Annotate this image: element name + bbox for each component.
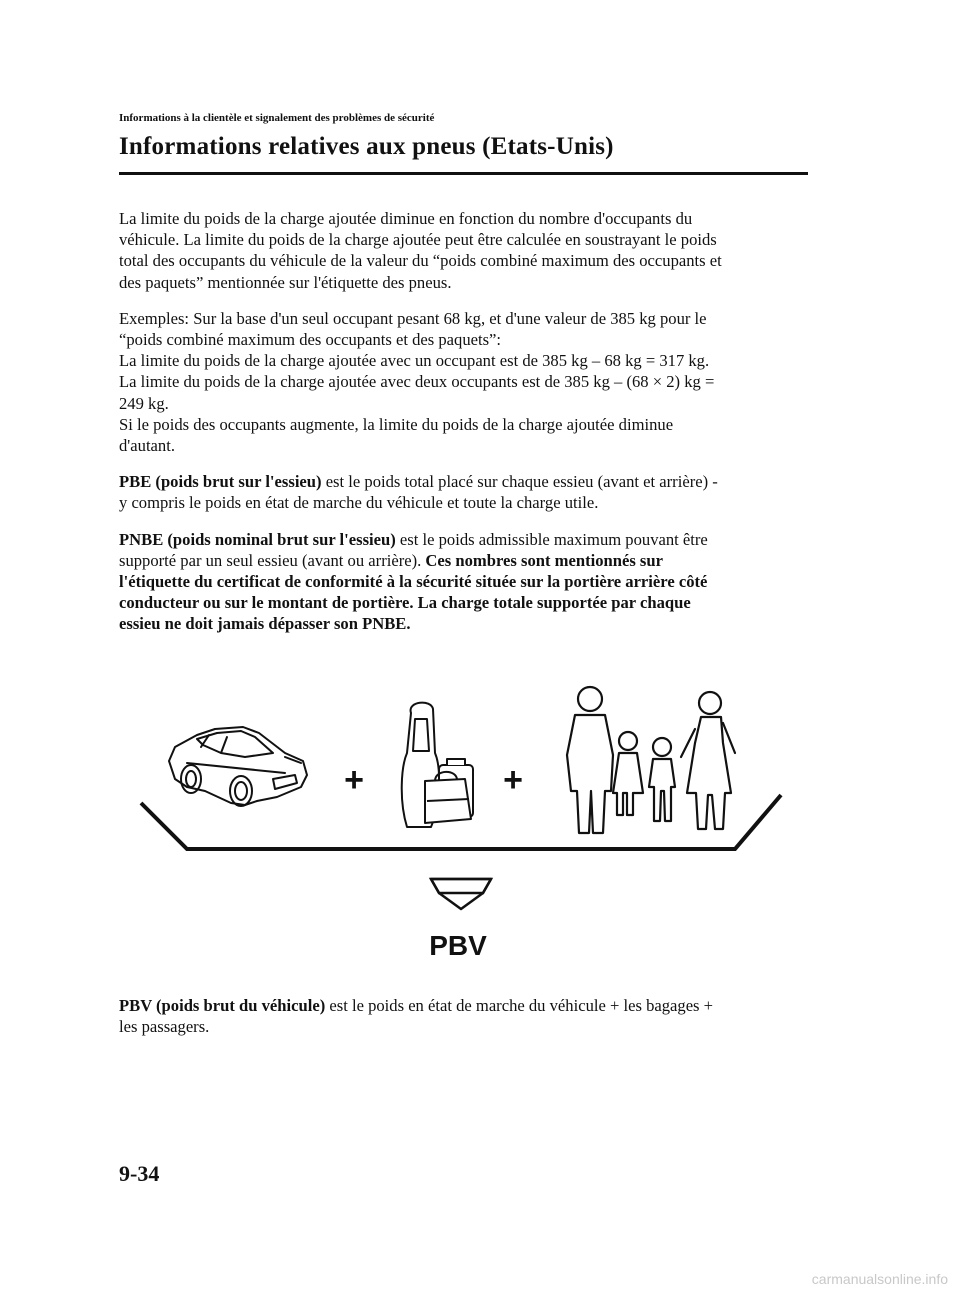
text-line xyxy=(119,571,809,592)
text-line: d'autant. xyxy=(119,436,175,456)
text-line: Exemples: Sur la base d'un seul occupant pesant 68 kg, et d'une valeur de 385 kg pour le xyxy=(119,308,707,328)
text-line xyxy=(119,529,809,550)
term-pnbe: PNBE (poids nominal brut sur l'essieu) xyxy=(119,529,396,549)
text-line xyxy=(119,592,809,613)
bold-fragment: essieu ne doit jamais dépasser son PNBE. xyxy=(119,614,411,634)
text-line: Si le poids des occupants augmente, la limite du poids de la charge ajoutée diminue xyxy=(119,414,674,434)
bold-fragment: conducteur ou sur le montant de portière. La charge totale supportée par chaque xyxy=(119,593,691,613)
plus-sign: + xyxy=(344,761,364,799)
text-line: 249 kg. xyxy=(119,393,169,413)
page-title: Informations relatives aux pneus (Etats-Unis) xyxy=(119,133,614,160)
paragraph-pbe xyxy=(119,471,809,513)
text-line: des paquets” mentionnée sur l'étiquette des pneus. xyxy=(119,272,452,292)
section-label: Informations à la clientèle et signalement des problèmes de sécurité xyxy=(119,112,435,124)
title-rule xyxy=(119,172,808,175)
text-line: véhicule. La limite du poids de la charge ajoutée peut être calculée en soustrayant le poids xyxy=(119,230,717,250)
paragraph-load-limit xyxy=(119,208,809,293)
gross-weight-illustration xyxy=(135,683,785,963)
term-pbv: PBV (poids brut du véhicule) xyxy=(119,996,326,1015)
caption-pbv xyxy=(119,995,809,1037)
text-fragment: est le poids en état de marche du véhicule + les bagages + xyxy=(325,996,714,1015)
car-icon xyxy=(169,727,307,806)
page-number: 9-34 xyxy=(119,1161,160,1186)
term-pbe: PBE (poids brut sur l'essieu) xyxy=(119,472,322,492)
text-line: La limite du poids de la charge ajoutée avec deux occupants est de 385 kg – (68 × 2) kg = xyxy=(119,372,715,392)
paragraph-pnbe xyxy=(119,529,809,635)
body-text xyxy=(119,208,809,650)
text-line: total des occupants du véhicule de la valeur du “poids combiné maximum des occupants et xyxy=(119,251,722,271)
text-line xyxy=(119,613,809,634)
bold-fragment: Ces nombres sont mentionnés sur xyxy=(425,550,663,570)
text-line xyxy=(119,550,809,571)
luggage-icon xyxy=(402,703,473,827)
bold-fragment: l'étiquette du certificat de conformité à la sécurité située sur la portière arrière côté xyxy=(119,572,708,592)
family-icon xyxy=(567,687,735,833)
paragraph-examples xyxy=(119,308,809,456)
text-fragment: supporté par un seul essieu (avant ou arrière). xyxy=(119,550,426,570)
text-fragment: est le poids admissible maximum pouvant être xyxy=(395,529,708,549)
text-line: les passagers. xyxy=(119,1017,210,1037)
text-line: y compris le poids en état de marche du véhicule et toute la charge utile. xyxy=(119,493,599,513)
plus-sign: + xyxy=(503,761,523,799)
text-line: “poids combiné maximum des occupants et des paquets”: xyxy=(119,330,502,350)
pbv-label: PBV xyxy=(429,930,487,961)
watermark: carmanualsonline.info xyxy=(811,1271,948,1287)
text-line: La limite du poids de la charge ajoutée avec un occupant est de 385 kg – 68 kg = 317 kg. xyxy=(119,351,710,371)
text-fragment: est le poids total placé sur chaque essieu (avant et arrière) - xyxy=(321,472,718,492)
text-line xyxy=(119,471,809,492)
text-line xyxy=(119,995,809,1016)
text-line: La limite du poids de la charge ajoutée diminue en fonction du nombre d'occupants du xyxy=(119,209,693,228)
